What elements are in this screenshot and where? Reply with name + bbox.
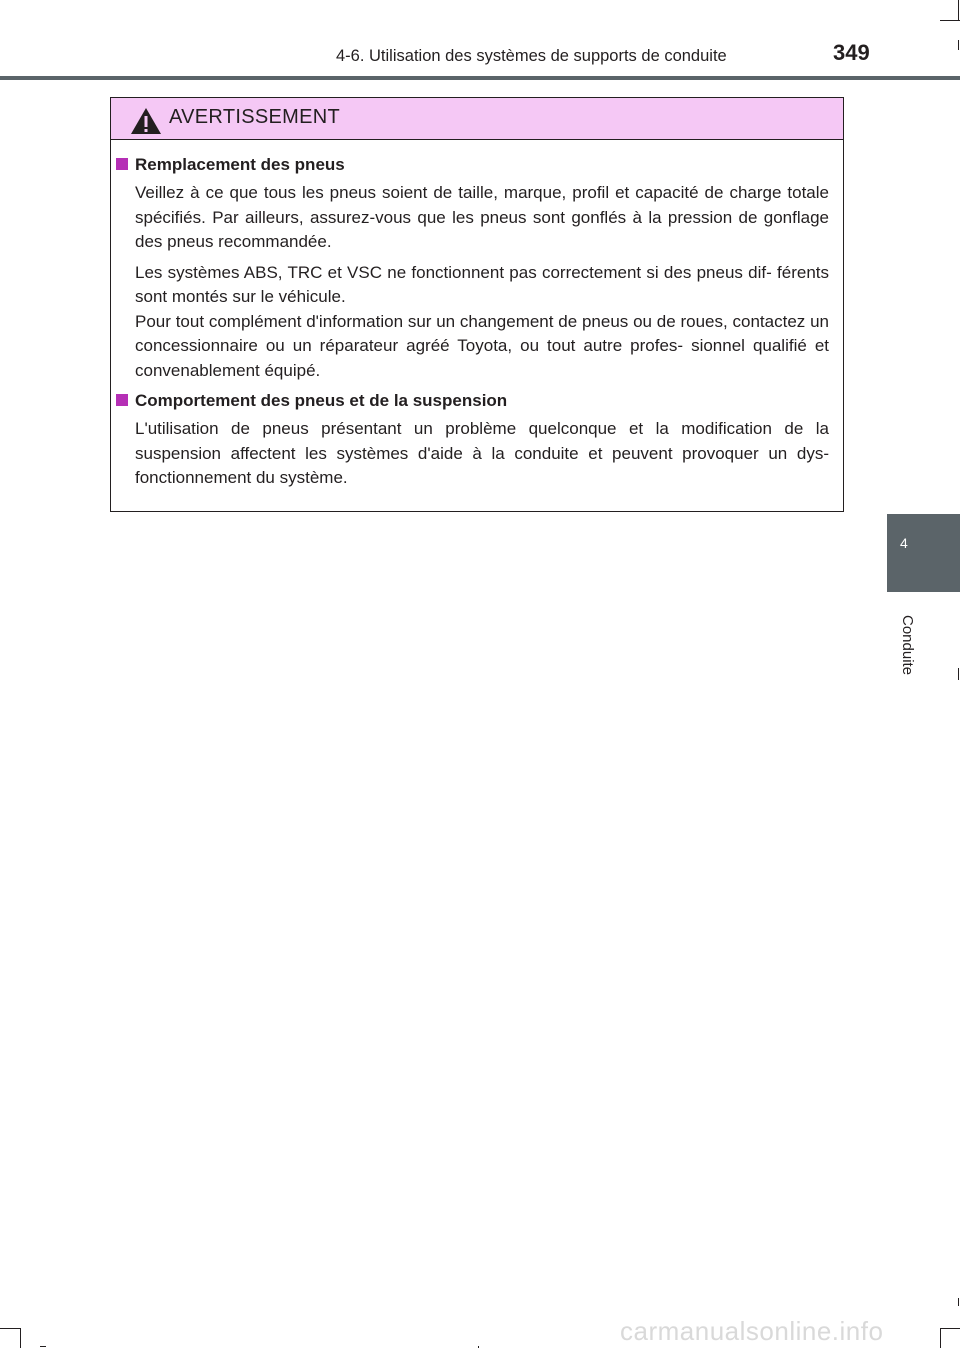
warning-section-suspension	[111, 389, 845, 491]
crop-mark	[958, 1298, 959, 1306]
crop-mark	[940, 1328, 941, 1348]
paragraph: Pour tout complément d'information sur un changement de pneus ou de roues, contactez un concessionnaire ou un réparateur agréé Toyota, ou tout autre profes- sionnel qualifié et convenablement équipé.	[135, 311, 829, 380]
running-header: 4-6. Utilisation des systèmes de supports de conduite	[336, 47, 727, 65]
watermark: carmanualsonline.info	[620, 1316, 884, 1346]
warning-box	[110, 97, 844, 512]
header-rule	[0, 76, 960, 80]
crop-mark	[40, 1346, 46, 1347]
warning-triangle-icon	[130, 107, 162, 135]
crop-mark	[0, 1328, 20, 1329]
section-heading-text: Comportement des pneus et de la suspension	[135, 391, 508, 410]
paragraph: Les systèmes ABS, TRC et VSC ne fonctionnent pas correctement si des pneus dif- férents sont montés sur le véhicule.	[135, 262, 829, 306]
section-heading-text: Remplacement des pneus	[135, 155, 345, 174]
bullet-square-icon	[116, 394, 128, 406]
section-heading	[111, 389, 845, 413]
chapter-tab	[887, 514, 960, 592]
bullet-square-icon	[116, 158, 128, 170]
chapter-number: 4	[900, 535, 908, 551]
warning-title: AVERTISSEMENT	[169, 106, 340, 128]
section-heading	[111, 153, 845, 177]
paragraph: Veillez à ce que tous les pneus soient de taille, marque, profil et capacité de charge totale spécifiés. Par ailleurs, assurez-vous que les pneus sont gonflés à la pression de gonflage des pneus recommandée.	[135, 183, 829, 251]
crop-mark	[20, 1328, 21, 1348]
warning-header	[111, 98, 843, 140]
chapter-label: Conduite	[899, 615, 916, 676]
page-number: 349	[833, 40, 870, 65]
crop-mark	[958, 668, 959, 680]
crop-mark	[958, 40, 959, 50]
crop-mark	[958, 0, 959, 20]
warning-section-tires	[111, 153, 845, 383]
paragraph: L'utilisation de pneus présentant un problème quelconque et la modification de la suspension affectent les systèmes d'aide à la conduite et peuvent provoquer un dys- fonctionnement du système.	[135, 419, 829, 487]
crop-mark	[940, 20, 960, 21]
crop-mark	[940, 1328, 960, 1329]
